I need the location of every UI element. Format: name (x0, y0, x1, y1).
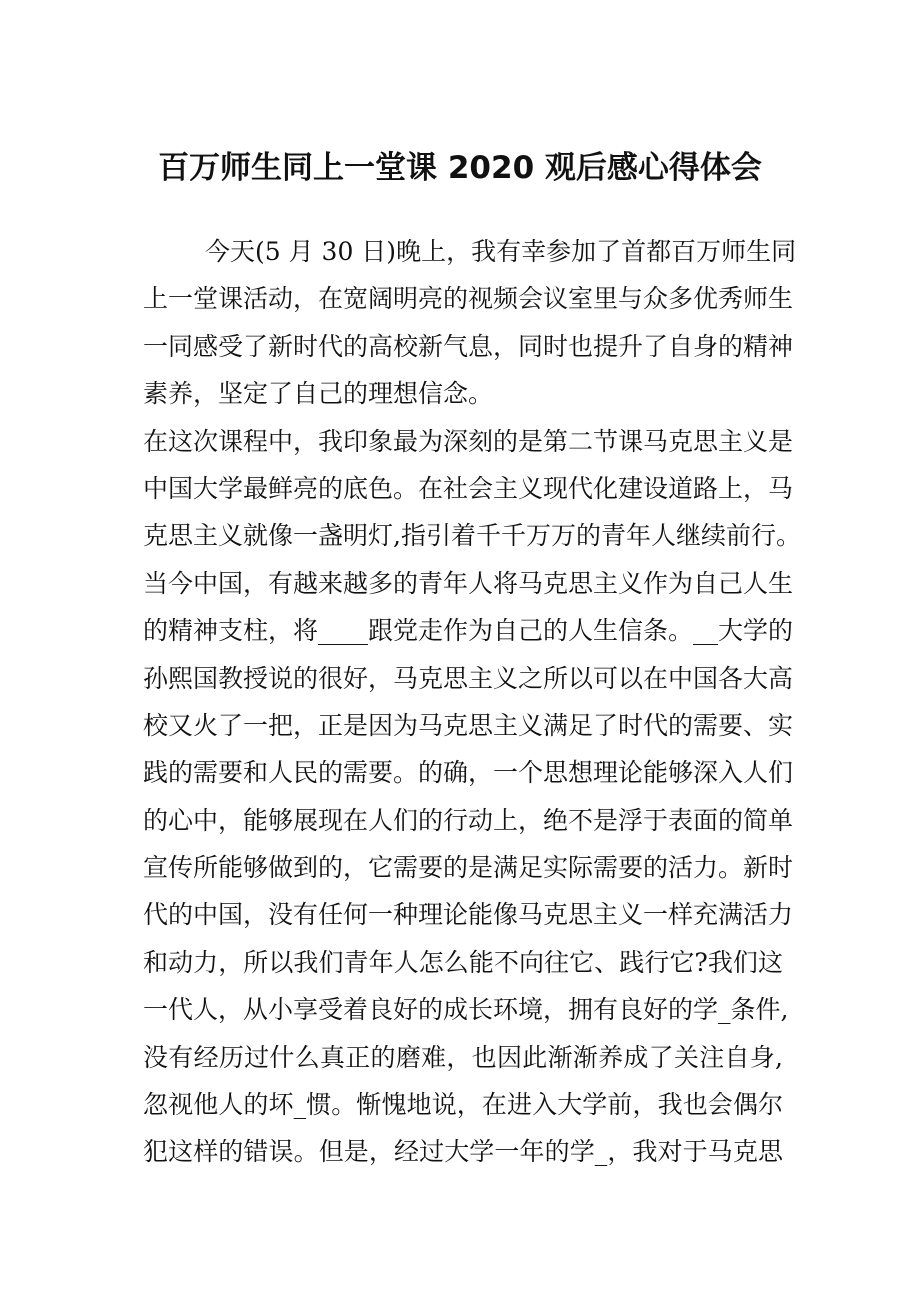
document-title: 百万师生同上一堂课 2020 观后感心得体会 (158, 150, 762, 186)
text-line: 校又火了一把，正是因为马克思主义满足了时代的需要、实 (143, 710, 794, 740)
text-line: 在这次课程中，我印象最为深刻的是第二节课马克思主义是 (143, 426, 794, 456)
text-line: 中国大学最鲜亮的底色。在社会主义现代化建设道路上，马 (143, 473, 794, 503)
document-body (143, 228, 801, 1176)
text-line: 践的需要和人民的需要。的确，一个思想理论能够深入人们 (143, 758, 794, 788)
text-line: 克思主义就像一盏明灯,指引着千千万万的青年人继续前行。 (143, 521, 801, 551)
text-line: 忽视他人的坏_惯。惭愧地说，在进入大学前，我也会偶尔 (143, 1090, 783, 1120)
text-line: 上一堂课活动，在宽阔明亮的视频会议室里与众多优秀师生 (143, 284, 794, 314)
text-line: 宣传所能够做到的，它需要的是满足实际需要的活力。新时 (143, 853, 794, 883)
text-line: 一同感受了新时代的高校新气息，同时也提升了自身的精神 (143, 331, 794, 361)
text-line: 今天(5 月 30 日)晚上，我有幸参加了首都百万师生同 (205, 237, 797, 266)
text-line: 和动力，所以我们青年人怎么能不向往它、践行它?我们这 (143, 947, 783, 977)
text-line: 当今中国，有越来越多的青年人将马克思主义作为自己人生 (143, 568, 794, 598)
text-line: 代的中国，没有任何一种理论能像马克思主义一样充满活力 (143, 900, 794, 930)
text-line: 素养，坚定了自己的理想信念。 (143, 379, 494, 409)
text-line: 的精神支柱，将____跟党走作为自己的人生信条。__大学的 (143, 616, 794, 646)
text-line: 孙熙国教授说的很好，马克思主义之所以可以在中国各大高 (143, 663, 794, 693)
text-line: 犯这样的错误。但是，经过大学一年的学_，我对于马克思 (143, 1137, 783, 1167)
text-line: 一代人，从小享受着良好的成长环境，拥有良好的学_条件, (143, 995, 789, 1025)
text-line: 没有经历过什么真正的磨难，也因此渐渐养成了关注自身, (143, 1042, 783, 1072)
text-line: 的心中，能够展现在人们的行动上，绝不是浮于表面的简单 (143, 805, 794, 835)
